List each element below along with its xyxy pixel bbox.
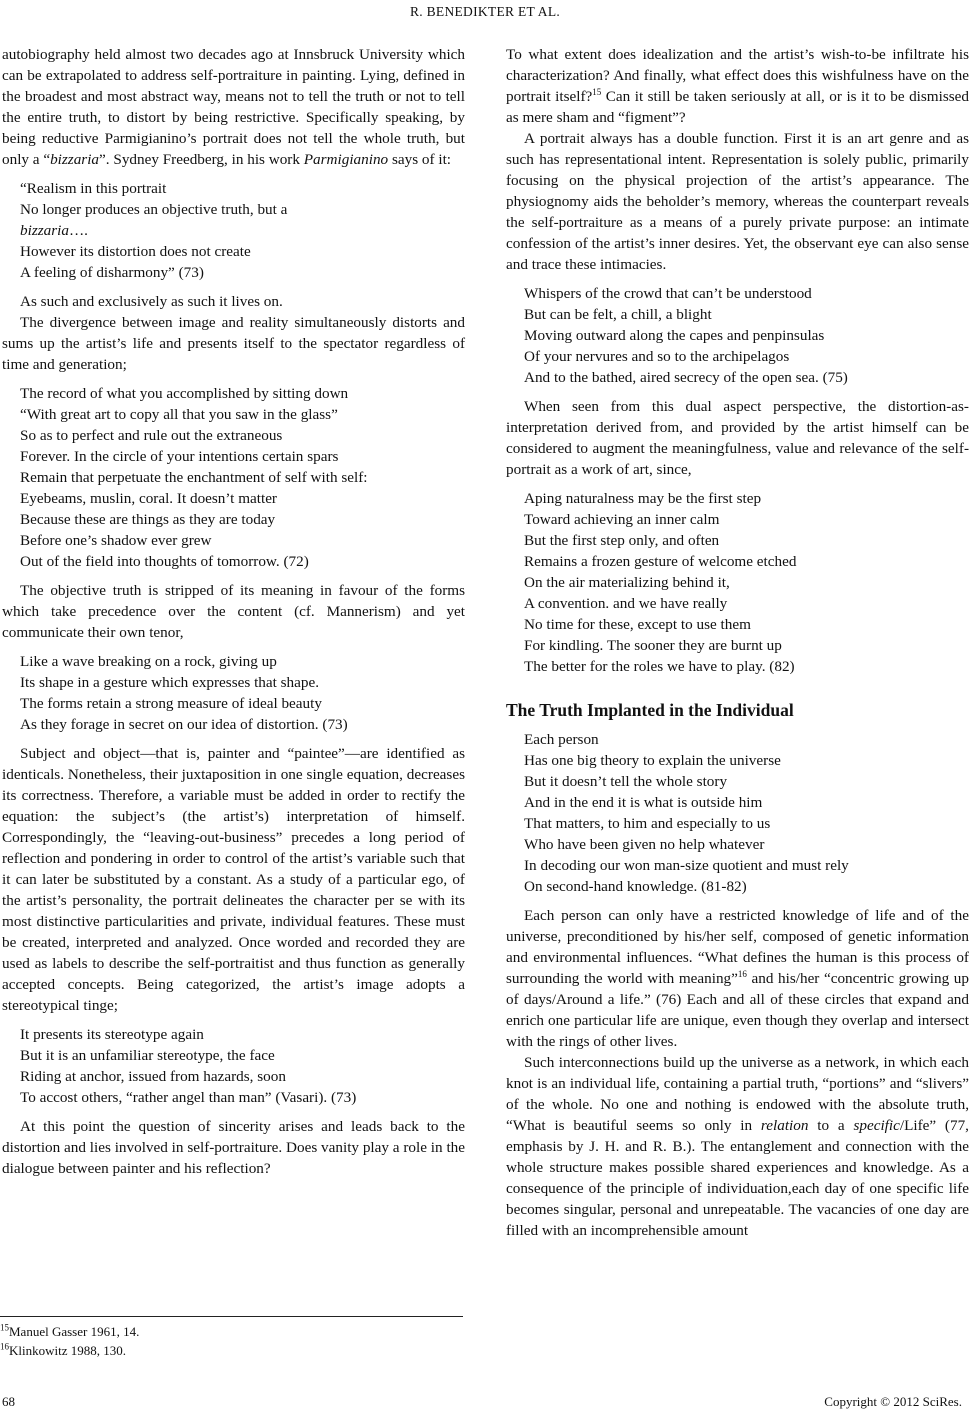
verse-line: The forms retain a strong measure of ideal beauty bbox=[20, 695, 322, 712]
running-header: R. BENEDIKTER ET AL. bbox=[409, 4, 561, 19]
verse-line: Remain that perpetuate the enchantment of self with self: bbox=[20, 469, 368, 486]
verse-line: Forever. In the circle of your intentions certain spars bbox=[20, 448, 339, 465]
verse-quote bbox=[20, 1024, 465, 1108]
verse-line: Eyebeams, muslin, coral. It doesn’t matter bbox=[20, 490, 277, 507]
verse-line: Like a wave breaking on a rock, giving up bbox=[20, 653, 277, 670]
verse-line: But the first step only, and often bbox=[524, 532, 720, 549]
verse-quote bbox=[524, 729, 969, 897]
verse-quote: “Realism in this portrait No longer produces an objective truth, but a bizzaria…. However its distortion does not create A feeling of disharmony” (73) bbox=[20, 180, 288, 281]
footnote-rule bbox=[0, 1316, 463, 1317]
verse-line: Its shape in a gesture which expresses that shape. bbox=[20, 674, 320, 691]
verse-line: So as to perfect and rule out the extraneous bbox=[20, 427, 283, 444]
verse-line: It presents its stereotype again bbox=[20, 1026, 204, 1043]
paragraph: When seen from this dual aspect perspective, the distortion-as-interpretation derived from, and provided by the artist himself can be considered to augment the meaningfulness, value and relevance of the self-portrait as a work of art, since, bbox=[506, 398, 969, 478]
footnote-15: $^{15}$Manuel Gasser 1961, 14. bbox=[0, 1322, 140, 1339]
verse-line: Before one’s shadow ever grew bbox=[20, 532, 212, 549]
paragraph: To what extent does idealization and the artist’s wish-to-be infiltrate his characterization? And finally, what effect does this wishfulness have on the portrait itself?$^{15}$ Can it still be taken seriously at all, or is it to be dismissed as mere sham and “figment”? bbox=[506, 46, 969, 126]
verse-line: For kindling. The sooner they are burnt up bbox=[524, 637, 782, 654]
verse-line: Out of the field into thoughts of tomorrow. (72) bbox=[20, 553, 309, 570]
paragraph: Subject and object—that is, painter and “paintee”—are identified as identicals. Nonetheless, their juxtaposition in one single equation, decreases its correctness. Therefore, a variable must be added in order to rectify the equation: the subject’s (the artist’s) interpretation of himself. Correspondingly, the “leaving-out-business” precedes a long period of reflection and pondering in order to control of the artist’s variable such that it can later be substituted by a constant. As a study of a particular ego, of the artist’s personality, the portrait delineates the character per se with its most distinctive particularities and private, individual features. These must be created, interpreted and analyzed. Once worded and recorded they are used as labels to describe the self-portraitist and thus function as generally accepted concepts. Being categorized, the artist’s image adopts a stereotypical tinge; bbox=[2, 745, 465, 1014]
right-column bbox=[506, 44, 969, 1241]
verse-line: But it doesn’t tell the whole story bbox=[524, 773, 728, 790]
verse-line: To accost others, “rather angel than man” (Vasari). (73) bbox=[20, 1089, 357, 1106]
verse-line: Remains a frozen gesture of welcome etched bbox=[524, 553, 797, 570]
left-column bbox=[2, 44, 465, 1179]
paragraph: autobiography held almost two decades ago at Innsbruck University which can be extrapolated to address self-portraiture in painting. Lying, defined in the broadest and most abstract way, means not to tell the truth or not to tell the entire truth, to distort by being restrictive. Specifically speaking, by being reductive Parmigianino’s portrait does not tell the whole truth, but only a “bizzaria”. Sydney Freedberg, in his work Parmigianino says of it: bbox=[2, 46, 465, 168]
paragraph: The divergence between image and reality simultaneously distorts and sums up the artist’s life and presents itself to the spectator regardless of time and generation; bbox=[2, 314, 465, 373]
verse-line: In decoding our won man-size quotient and must rely bbox=[524, 857, 849, 874]
verse-line: But it is an unfamiliar stereotype, the face bbox=[20, 1047, 275, 1064]
verse-quote bbox=[20, 383, 465, 572]
footnote-ref[interactable]: 16 bbox=[737, 968, 747, 979]
verse-line: Because these are things as they are today bbox=[20, 511, 276, 528]
verse-line: On second-hand knowledge. (81-82) bbox=[524, 878, 747, 895]
paragraph: As such and exclusively as such it lives on. bbox=[20, 293, 283, 310]
verse-line: Of your nervures and so to the archipelagos bbox=[524, 348, 790, 365]
verse-line: No time for these, except to use them bbox=[524, 616, 751, 633]
page-number: 68 bbox=[2, 1394, 15, 1409]
verse-line: Moving outward along the capes and penpinsulas bbox=[524, 327, 825, 344]
verse-line: Riding at anchor, issued from hazards, soon bbox=[20, 1068, 286, 1085]
verse-line: “With great art to copy all that you saw in the glass” bbox=[20, 406, 338, 423]
footnote-ref[interactable]: 15 bbox=[592, 86, 602, 97]
verse-line: Toward achieving an inner calm bbox=[524, 511, 720, 528]
verse-line: But can be felt, a chill, a blight bbox=[524, 306, 712, 323]
verse-line: A convention. and we have really bbox=[524, 595, 728, 612]
verse-line: On the air materializing behind it, bbox=[524, 574, 730, 591]
verse-line: Has one big theory to explain the universe bbox=[524, 752, 781, 769]
section-heading: The Truth Implanted in the Individual bbox=[506, 700, 794, 720]
verse-quote bbox=[524, 283, 969, 388]
paragraph: Each person can only have a restricted knowledge of life and of the universe, preconditioned by his/her self, composed of genetic information and environmental influences. “What defines the human is this process of surrounding the world with meaning”$^{16}$ and his/her “concentric growing up of days/Around a life.” (76) Each and all of these circles that expand and enrich one particular life are unique, even though they overlap and intersect with the rings of other lives. bbox=[506, 907, 969, 1050]
verse-line: Who have been given no help whatever bbox=[524, 836, 765, 853]
verse-line: And in the end it is what is outside him bbox=[524, 794, 763, 811]
verse-line: And to the bathed, aired secrecy of the open sea. (75) bbox=[524, 369, 848, 386]
verse-line: Each person bbox=[524, 731, 599, 748]
footnotes bbox=[0, 1322, 139, 1360]
paragraph: The objective truth is stripped of its meaning in favour of the forms which take precedence over the content (cf. Mannerism) and yet communicate their own tenor, bbox=[2, 582, 465, 641]
footnote-16: $^{16}$Klinkowitz 1988, 130. bbox=[0, 1341, 126, 1358]
copyright: Copyright © 2012 SciRes. bbox=[824, 1394, 962, 1409]
verse-line: That matters, to him and especially to us bbox=[524, 815, 771, 832]
paragraph: At this point the question of sincerity arises and leads back to the distortion and lies involved in self-portraiture. Does vanity play a role in the dialogue between painter and his reflection? bbox=[2, 1118, 465, 1177]
verse-quote bbox=[20, 651, 465, 735]
verse-line: Aping naturalness may be the first step bbox=[524, 490, 762, 507]
paragraph: Such interconnections build up the universe as a network, in which each knot is an individual life, containing a partial truth, “portions” and “slivers” of the whole. No one and nothing is endowed with the absolute truth, “What is beautiful seems so only in relation to a specific/Life” (77, emphasis by J. H. and R. B.). The entanglement and connection with the whole structure makes possible shared experiences and knowledge. As a consequence of the principle of individuation,each day of one specific life becomes singular, personal and unrepeatable. The vacancies of one day are filled with an incomprehensible amount bbox=[506, 1054, 969, 1239]
verse-line: As they forage in secret on our idea of distortion. (73) bbox=[20, 716, 348, 733]
verse-line: The better for the roles we have to play. (82) bbox=[524, 658, 795, 675]
verse-line: Whispers of the crowd that can’t be understood bbox=[524, 285, 812, 302]
verse-line: The record of what you accomplished by sitting down bbox=[20, 385, 349, 402]
paragraph: A portrait always has a double function. First it is an art genre and as such has representational intent. Representation is solely public, primarily focusing on the physical projection of the artist’s appearance. The physiognomy aids the beholder’s memory, whereas the counterpart reveals the self-portraiture as a means of a purely private purpose: an intimate confession of the artist’s inner desires. Yet, the observant eye can also sense and trace these intimacies. bbox=[506, 130, 969, 273]
verse-quote bbox=[524, 488, 969, 677]
